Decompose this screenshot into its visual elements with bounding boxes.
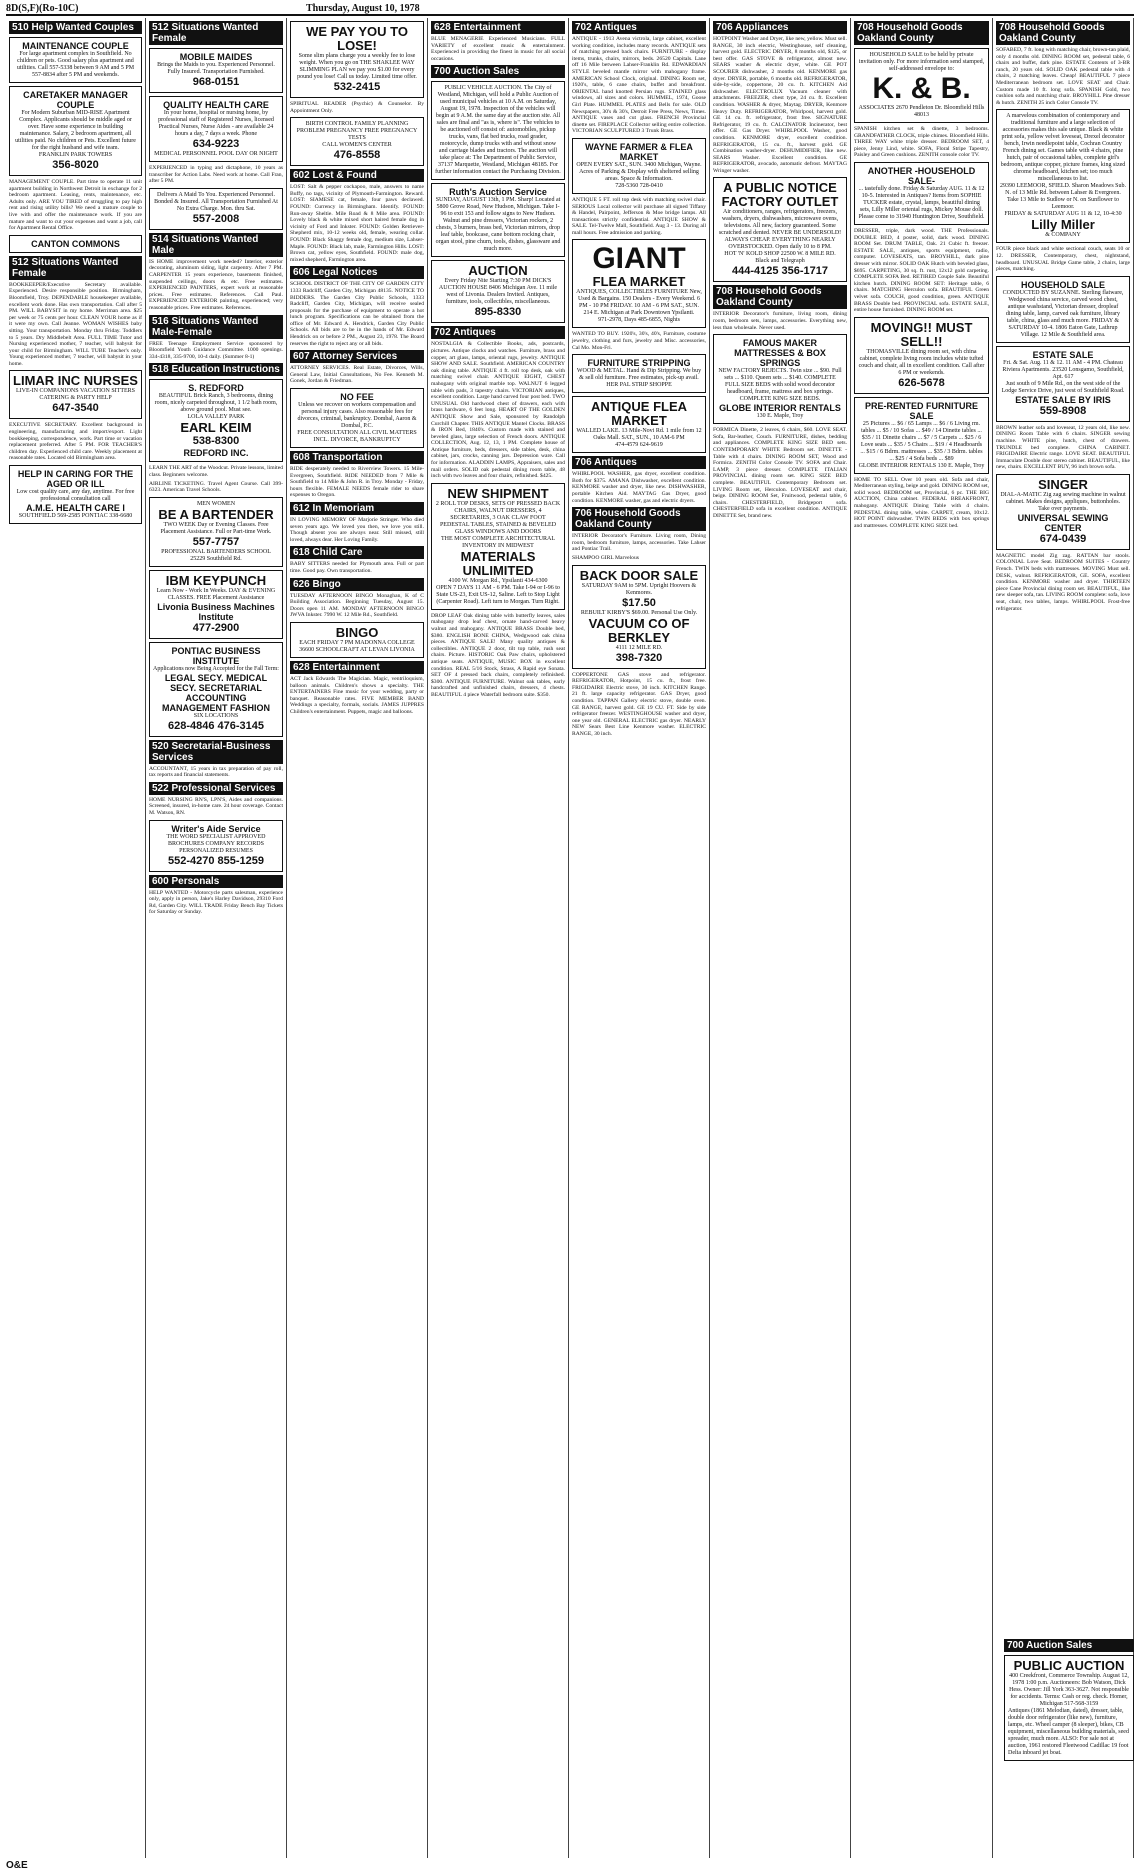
ad-phone: 674-0439: [1039, 532, 1087, 545]
ad-estate-sale-iris: [996, 346, 1130, 422]
ad-maid-delivery: [149, 188, 283, 230]
ad-address: 130 E. Maple, Troy: [756, 413, 804, 420]
ad-phone: SOUTHFIELD 569-2585 PONTIAC 338-6680: [18, 513, 133, 520]
ad-company: GLOBE INTERIOR RENTALS: [719, 403, 841, 414]
ad-title: ANOTHER -HOUSEHOLD SALE-: [867, 165, 976, 186]
ad-weight-loss: [290, 21, 424, 98]
ad-title: PRE-RENTED FURNITURE SALE: [864, 400, 978, 421]
listing-text: SPIRITUAL READER (Psychic) & Counselor. By Appointment Only.: [290, 101, 424, 114]
ad-body: Applications now Being Accepted for the Fall Term:: [153, 665, 279, 672]
ad-title: MOVING!! MUST SELL!!: [870, 319, 973, 349]
ad-title: PONTIAC BUSINESS INSTITUTE: [171, 645, 261, 666]
ad-title: WAYNE FARMER & FLEA MARKET: [585, 141, 693, 162]
ad-pre-rented-furniture: [854, 397, 989, 474]
ad-body: CONDUCTED BY SUZANNE. Sterling flatware, Wedgwood china service, carved wood chest, antique washstand, Victorian dresser, dropleaf dining table, lamp, carved oak furniture, library table, china, glass and much more. FRIDAY & SATURDAY 10-4. 1806 Eaton Gate, Lathrup Village. 12 Mile & Southfield area.: [1002, 289, 1124, 338]
section-header: 512 Situations Wanted Female: [9, 256, 142, 280]
ad-title: LIMAR INC NURSES: [13, 373, 138, 389]
ad-phone: 557-2008: [192, 212, 240, 225]
ad-company: UNIVERSAL SEWING CENTER: [1017, 512, 1109, 533]
section-header: 522 Professional Services: [149, 782, 283, 795]
public-auction-block: [1004, 1636, 1134, 1764]
folio-section: 8D(S,F)(Ro-10C): [6, 3, 79, 14]
ad-phone: 559-8908: [1039, 404, 1087, 417]
ad-giant-flea-market: [572, 239, 706, 328]
listing-text: EXECUTIVE SECRETARY. Excellent background in engineering, manufacturing and import/export. Light bookkeeping, correspondence, work. Part time or vacation replacement preferred. After 5 PM. FOR TEACHER'S children day. Experienced child care. Weekly placement at reasonable rates. Located old Birmingham area.: [9, 422, 142, 462]
ad-phone: 538-8300: [192, 435, 240, 448]
ad-body: Fri. & Sat. Aug. 11 & 12. 11 AM - 4 PM. Chateau Riviera Apartments. 23520 Lonsgamo, Southfield, Apt. 617: [1002, 359, 1124, 380]
ad-item-list: Antiques (1861 Melodian, dated), dresser, table, double door refrigerator (like new), furniture, lamps, etc. Wheel camper (8 sleeper), bikes, CB equipment, miscellaneous building materials, seed spreader, much more. ALSO: For sale not at auction, 1961 restored Fleetwood Cadillac 19 foot Delta inboard jet boat.: [1008, 1708, 1129, 1756]
listing-text: BROWN leather sofa and loveseat, 12 years old, like new. DINING Room Table with 6 chairs. SINGER sewing machine. WHITE pine, hutch, chest of drawers. TRUNDLE bed complete. CHINA CABINET. FRIGIDAIRE Electric range. LOVE SEAT. BEAUTIFUL Immaculate Double door stereo cabinet. BEAUTIFUL, like new, chairs. EXCELLENT BUY, 96 inch brown sofa.: [996, 424, 1130, 471]
section-header: 516 Situations Wanted Male-Female: [149, 315, 283, 339]
ad-phone: 477-2900: [192, 621, 240, 634]
ad-title: BINGO: [335, 624, 379, 640]
ad-address: 4100 W. Morgan Rd., Ypsilanti 434-6300: [448, 577, 548, 584]
ad-body: HOUSEHOLD SALE to be held by private invitation only. For more information send stamped, self-addressed envelope to:: [858, 52, 985, 72]
column-3: [287, 18, 428, 1858]
listing-text: IN LOVING MEMORY OF Marjorie Stringer. Who died seven years ago. We loved you then, we love you still. Though absent you are always near. Still missed, still loved, always dear. Her Loving Family.: [290, 517, 424, 543]
ad-body: THOMASVILLE dining room set, with china cabinet, complete living room includes white tufted couch and chair, all in excellent condition. Call after 6 PM or weekends.: [858, 348, 985, 376]
ad-title: AUCTION: [468, 263, 528, 279]
ad-title: Ruth's Auction Service: [449, 187, 547, 198]
ad-body: NEW FACTORY REJECTS. Twin size ... $90. Full sets ... $110. Queen sets ... $140. COMPLETE FULL SIZE BEDS with solid wood decorator headboard, frame, mattress and box springs. COMPLETE KING SIZE BEDS.: [718, 368, 842, 403]
ad-title: Writer's Aide Service: [171, 823, 261, 834]
section-header: 626 Bingo: [290, 578, 424, 591]
ad-subtitle: FLEA MARKET: [592, 274, 686, 290]
listing-text: HOME NURSING RN'S, LPN'S, Aides and companions. Screened, insured, in-home care. 24 hour coverage. Contact M. Watson, RN.: [149, 796, 283, 817]
section-header: 520 Secretarial-Business Services: [149, 740, 283, 764]
ad-body: EACH FRIDAY 7 PM MADONNA COLLEGE 36600 SCHOOLCRAFT AT LEVAN LIVONIA: [299, 639, 415, 653]
section-header: 600 Personals: [149, 875, 283, 888]
listing-text: HOTPOINT Washer and Dryer, like new, yellow. Must sell. RANGE, 30 inch electric, Westinghouse, self cleaning, harvest gold. ELECTRIC DRYER, 8 months old, $125, or best offer. GAS STOVE & refrigerator, almost new. SEARS washer & electric dryer, white. GE POT SCOURER dishwasher, 2 months old. KENMORE gas dryer. DRYER, portable, 6 months old. REFRIGERATOR, side-by-side, coppertone, 20 cu. ft. KITCHEN Aid dishwasher. ELECTROLUX Vacuum cleaner with attachments. FREEZER, chest type, 24 cu. ft. Excellent condition. WASHER & dryer, Maytag. DRYER, Kenmore Heavy Duty. REFRIGERATOR, Whirlpool, harvest gold. GE 14 cu. ft. refrigerator, frost free. SIGNATURE Refrigerator, 19 cu. ft. CALCINATOR Incinerator, best offer. GE Gas Dryer. WHIRLPOOL Washer, good condition. KENMORE dryer, excellent condition. REFRIGERATOR, 15 cu. ft., harvest gold. GE Combination washer-dryer. DEHUMIDIFIER, like new. SEARS Washer. Excellent condition. GE REFRIGERATOR, avocado, automatic defrost. MAYTAG Wringer washer.: [713, 36, 847, 174]
listing-text: MAGNETIC model Zig zag. RATTAN bar stools. COLONIAL Love Seat. BEDROOM SUITES - Country French. TWIN beds with mattresses. MOVING Must sell. DESK, walnut. REFRIGERATOR, GE. SOFA, excellent condition. KENMORE washer and dryer. THIRTEEN piece Cane Provincial dining room set. BEAUTIFUL, like new sleeper sofa, tan. LIVING ROOM complete: sofa, love seat, chair, two tables, lamps. WHIRLPOOL Frost-free refrigerator.: [996, 552, 1130, 612]
ad-public-auction: [1004, 1655, 1134, 1761]
ad-moving-sale: [854, 317, 989, 394]
ad-title: MAINTENANCE COUPLE: [22, 41, 129, 51]
section-header: 612 In Memoriam: [290, 502, 424, 515]
listing-text: INTERIOR Decorator's Furniture. Living room, Dining room, bedroom furniture, lamps, accessories. Take Lahser and Pontiac Trail.: [572, 533, 706, 553]
ad-phone: 626-5678: [898, 376, 945, 389]
section-header: 702 Antiques: [572, 21, 706, 34]
ad-title: MOBILE MAIDES: [179, 52, 253, 62]
section-header: 628 Entertainment: [431, 21, 565, 34]
ad-canton-commons: [9, 235, 142, 253]
ad-caretaker-couple: [9, 86, 142, 176]
ad-phone: 728-5360 728-0410: [615, 182, 663, 189]
ad-address: ASSOCIATES 2670 Pendleton Dr. Bloomfield Hills 48013: [858, 105, 985, 118]
ad-subtitle: REDFORD INC.: [183, 448, 249, 459]
ad-vacuum-back-door-sale: [572, 565, 706, 669]
ad-body: Brings the Maids to you. Experienced Personnel. Fully Insured. Transportation Furnished.: [157, 62, 275, 75]
column-5: [569, 18, 710, 1858]
section-header: 706 Appliances: [713, 21, 847, 34]
listing-text: EXPERIENCED in typing and dictaphone, 10 years as transcriber for Action Labs. Need work at home. Call Fran, after 5 PM.: [149, 165, 283, 185]
section-header: 708 Household Goods Oakland County: [713, 285, 847, 309]
column-4: [428, 18, 569, 1858]
section-header: 702 Antiques: [431, 326, 565, 339]
ad-title: CANTON COMMONS: [31, 238, 120, 249]
ad-title: SINGER: [1038, 476, 1088, 492]
ad-household-sale-suzanne: [996, 276, 1130, 343]
ad-price-list: 25 Pictures ... $6 / 65 Lamps ... $6 / 6 Living rm. tables ... $5 / 10 Sofas ... $49 / 14 Dinette tables ... $35 / 11 Dinette chairs ... $7 / 5 Carpets ... $25 / 6 Love seats ... $35 / 5 Chairs ... $19 / 4 Headboards ... $15 / 6 Bdrm. mattresses ... $35 / 3 Bdrm. tables ... $25 / 4 Sofa beds ... $89: [860, 420, 983, 462]
ad-body: PUBLIC VEHICLE AUCTION. The City of Westland, Michigan, will hold a Public Auction of used municipal vehicles at 10 A.M. on Saturday, August 19, 1978. Inspection of the vehicles will begin at 9 A.M. the same day at the auction site. All sales are final and "as is, where is". The vehicles to be auctioned off consist of: automobiles, pickup trucks, vans, flat bed trucks, road grader, motorcycle, dump trucks with and without snow and carriage blades and tractors. The auction will take place at: The Department of Public Service, 37137 Marquette, Westland, Michigan 48185. For further information contact the Purchasing Division.: [435, 85, 561, 176]
listing-text: COPPERTONE GAS stove and refrigerator. REFRIGERATOR, Hotpoint, 15 cu. ft., frost free. FRIGIDAIRE Electric stove, 30 inch. KITCHEN Range. 21 ft. large capacity refrigerator. GAS Dryer, good condition. TAPPAN Gallery electric stove, double oven. GE RANGE, harvest gold. GE 19 CU. FT. Side by side refrigerator freezer. WESTINGHOUSE washer and dryer, one year old. GENERAL ELECTRIC gas dryer. NEARLY NEW Sears Best Line Kenmore washer. ELECTRIC RANGE, 30 inch.: [572, 671, 706, 737]
ad-phone: 444-4125 356-1717: [731, 265, 829, 278]
page-footer: O&E: [6, 1860, 28, 1871]
ad-body: SUNDAY, AUGUST 13th, 1 PM. Sharp! Located at 5800 Grove Road, New Hudson, Michigan. Take I-96 to exit 153 and follow signs to New Hudson. Walnut and pine dressers, Victorian rockers, 2 chests, 3 burners, brass bed, Victorian mirrors, drop leaf table, bookcase, cane bottom rocking chair, organ stool, pine churn, tools, dishes, glassware and much more.: [435, 197, 561, 253]
listing-text: BLUE MENAGERIE Experienced Musicians. FULL VARIETY of excellent music & entertainment. Experienced in providing the finest in music for all social occasions.: [431, 36, 565, 62]
listing-text: FREE Teenage Employment Service sponsored by Bloomfield Youth Guidance Committee. 1000 openings. 334-4318, 335-9700, 10-4 daily. (Summer 8-1): [149, 340, 283, 360]
ad-company: A.M.E. HEALTH CARE I: [26, 503, 125, 514]
section-header: 628 Entertainment: [290, 661, 424, 674]
ad-redford-ranch: [149, 379, 283, 462]
ad-phone: 634-9223: [192, 138, 240, 150]
listing-text: NOSTALGIA & Collectible Books, ads, postcards, pictures. Antique clocks and watches. Furniture, brass and copper, art glass, lamps, oriental rugs, jewelry. ANTIQUE SHOW AND SALE. Southfield. AMERICAN COUNTRY oak dining table. ANTIQUE 4 ft. roll top desk, oak with matching swivel chair. ANTIQUE EIGHT, CHEST mahogany with original marble top. WALNUT 6 legged table with pads, 3 tapestry chairs. VICTORIAN antiques, excellent condition. Large hand carved four post bed. TWO UNUSUAL Old hardwood chest of drawers, each with brass hardware, 6 feet long. HEART OF THE GOLDEN ANTIQUE Show and Sale, sponsored by Randolph Curchill Chapter. THIS ANTIQUE Mantel Clocks. BRASS & IRON Bed, 1840's. Custom made with stained and beveled glass, large selection of French doors. ANTIQUE COLLECTION, Aug. 12, 13, 1 PM. Complete house of Antique furniture, beds, dressers, side tables, desk, china cabinet, jars, crocks, canning jars. Depression ware. Call for information. ALADDIN LAMPS, Appraisers, sales and mail orders. SOLID oak pedestal dining room table, 48 inch with two leaves and four chairs, refinished. $425.: [431, 341, 565, 480]
folio-date: Thursday, August 10, 1978: [306, 3, 420, 14]
section-header: 608 Transportation: [290, 451, 424, 464]
ad-materials-unlimited: [431, 483, 565, 610]
listing-text: DROP LEAF Oak dining table with butterfly leaves, sales mahogany drop leaf chest, ornate hand-carved heavy walnut and mahogany. ANTIQUE BRASS Double bed, $380. ENGLISH BONE CHINA, Wedgwood oak china pieces. ANTIQUE SALE! Many quality antiques & collectibles. ANTIQUE 2 door, tilt top table, rush seat chairs. Picture. HISTORIC Oak Paw chairs, upholstered antique seats. ANTIQUE, MUSIC BOX in excellent condition. REAL 5/16 Stock, Strass, A Rapid eye Sonata. SET OF 4 pressed back chairs, completely refinished. $300. ANTIQUE FURNITURE. Walnut oak tables, early handcrafted and unfinished chairs, dressers, 4 chests. BEAUTIFUL 4 piece Waterfall bedroom suite. $350.: [431, 612, 565, 698]
ad-title: GIANT: [592, 242, 686, 276]
ad-furniture-stripping: [572, 354, 706, 393]
ad-title: A PUBLIC NOTICE FACTORY OUTLET: [721, 180, 839, 210]
ad-phone: 532-2415: [333, 81, 381, 93]
ad-date: FRIDAY & SATURDAY AUG 11 & 12, 10-4:30: [1004, 211, 1122, 218]
ad-title: Lilly Miller: [1031, 217, 1095, 233]
ad-another-household-sale: [854, 162, 989, 225]
ad-body: WALLED LAKE. 13 Mile-Novi Rd. 1 mile from 12 Oaks Mall. SAT., SUN., 10 AM-6 PM: [576, 428, 702, 442]
listing-text: SOFABED, 7 ft. long with matching chair, brown-tan plaid, only 4 months old. DINING ROOM set, pedestal table, 6 chairs and buffet, dark pine. ESTATE Contents of 3-BR ranch, 20 years old. SOLID OAK pedestal table with 4 chairs, 2 matching leaves. Cheap! BEAUTIFUL 7 piece Mediterranean bedroom set. LOVE SEAT and Chair. Custom made 10 ft. long sofa. SPANISH Gold, two cushion sofa and matching chair. BROYHILL Pine dresser & hutch. ZENITH 25 inch Color Console TV.: [996, 47, 1130, 106]
ad-title: QUALITY HEALTH CARE: [163, 100, 269, 110]
section-header: 606 Legal Notices: [290, 266, 424, 279]
ad-body: OPEN EVERY SAT., SUN. 3400 Michigan, Wayne. Acres of Parking & Display with sheltered selling areas. Space & Information.: [576, 161, 702, 182]
ad-body: ... tastefully done. Friday & Saturday AUG. 11 & 12 10-5. Interested in Antiques? Items from SOPHIE TUCKER estate, crystal, lamps, beautiful dining sets, Lilly Miller oriental rugs, Mickey Mouse doll. Please come to 31940 Huntington Drive, Southfield.: [858, 185, 985, 220]
listing-text: MANAGEMENT COUPLE. Part time to operate 11 unit apartment building in Northwest Detroit in exchange for 2 bedroom apartment. Leasing, rents, maintenance, etc. Adults only. ARE YOU TIRED of struggling to pay high rent and rising utility bills? We need a mature couple to live with and offer the maintenance work. If you are mature and want to cut your expenses and want a job, call for Apartment Rental Office.: [9, 179, 142, 232]
ad-body: Some slim plans charge you a weekly fee to lose weight. When you go on THE SHAKLEE WAY SLIMMING PLAN we pay you $1.00 for every pound you lose! Call us today. Limited time offer.: [297, 53, 417, 80]
ad-title: IBM KEYPUNCH: [165, 572, 267, 588]
ad-no-fee: [290, 388, 424, 448]
ad-title: BACK DOOR SALE: [579, 567, 699, 583]
listing-text: LOST: Salt & pepper cockapoo, male, answers to name Buffy, no tags, vicinity of Plymouth-Farmington. Reward. LOST: SIAMESE cat, female, four paws declawed. FOUND: Currency in Birmingham. Identify. FOUND: Run-away Sheltie. Mile Road & 8 Mile area. FOUND: Lovely black & white mixed short haired female dog in vicinity of Ford and Inkster. FOUND: Golden Retriever-Shepherd mix, 10-12 weeks old, female, wearing collar. FOUND: Black Shaggy female dog, medium size, Lahser-Maple. FOUND: Black lab, male, Farmington Hills. LOST: Brown cat, yellow eyes, Southfield. FOUND: male dog, mixed shepherd, Farmington area.: [290, 184, 424, 263]
ad-address: HOT 'N' KOLD SHOP 22500 W. 8 MILE RD. Black and Telegraph: [724, 251, 836, 265]
section-header: 514 Situations Wanted Male: [149, 233, 283, 257]
ad-body: Air conditioners, ranges, refrigerators, freezers, washers, dryers, dishwashers, microwave ovens, televisions. All new, factory guaranteed. Some scratched and dented. NEVER BE UNDERSOLD! ALWAYS CHEAP. EVERYTHING NEARLY OVERSTOCKED. Open daily 10 to 8 PM.: [718, 209, 842, 251]
ad-address: 29390 LEEMOOR, SFIELD. Sharon Meadows Sub. N. of 13 Mile Rd. between Lahser & Evergreen. Take 13 Mile to Sudlow or N. on Sunflower to Leemoor.: [1000, 183, 1126, 211]
listing-text: SHAMPOO GIRL Marvelous: [572, 555, 639, 561]
ad-address: 4111 12 MILE RD.: [615, 644, 663, 651]
section-header: 510 Help Wanted Couples: [9, 21, 142, 34]
ad-phone: 398-7320: [615, 651, 663, 664]
ad-body: WOOD & METAL. Hand & Dip Stripping. We buy & sell old furniture. Free estimates, pick-up avail.: [576, 368, 702, 382]
ad-lilly-miller: [996, 109, 1130, 243]
section-header: 618 Child Care: [290, 546, 424, 559]
ad-body: BEAUTIFUL Brick Ranch, 3 bedrooms, dining room, nicely carpeted throughout, 1 1/2 bath room, above ground pool. Must see.: [154, 393, 278, 414]
section-header: 708 Household Goods Oakland County: [996, 21, 1130, 45]
listing-text: HOME TO SELL Over 10 years old. Sofa and chair, Mediterranean styling, beige and gold. DINING ROOM set, solid wood. BEDROOM set, Provincial, 6 pc. THE BIG AUCTION, China cabinet. FEDERAL BREAKFRONT, mahogany. ANTIQUE Dining Table with 4 chairs. PEDESTAL dining table, white. CARPET, cream, 10x12. HOT POINT dishwasher. TWIN BEDS with box springs and mattresses. COMPLETE KING SIZE bed.: [854, 476, 989, 529]
ad-singer-sewing: [996, 474, 1130, 550]
listing-text: ANTIQUE - 1913 Avena victrola, large cabinet, excellent working condition, includes many records. ANTIQUE sets of matching pressed back chairs. FURNITURE - display items, trunks, chairs, mirrors, beds. 26520 Capitals. Lane off 16 Mile between Lahser-Franklin Rd. EDWARDIAN STYLE beveled mantle mirror with mahogany frame. AMERICAN School Clock, original. DINING Room set, 1920's, table, 6 cane chairs, buffet and breakfront. ORIENTAL hand knotted Persian rugs. STAINED glass windows, all sizes and colors. HUMMEL, 1974, Goose Girl Plate. HUMMEL PLATES and Bells for sale. OLD Newspapers, 30's & 30's, Detroit Free Press, News, Times. ANTIQUE vases and cut glass. FRENCH Provincial dinette set. FIREPLACE Collector selling entire collection. VICTORIAN SCULPTURED 3 Trunk Brass.: [572, 36, 706, 135]
ad-antique-flea-market: [572, 396, 706, 453]
ad-title: NEW SHIPMENT: [447, 485, 549, 501]
ad-body: For large apartment complex in Southfield. No children or pets. Good salary plus apartment and utilities. Call 557-5338 between 9 AM and 5 PM 557-8834 after 5 PM and weekends.: [16, 51, 135, 78]
ad-body: Learn Now - Work In Weeks. DAY & EVENING CLASSES. FREE Placement Assistance: [156, 587, 276, 601]
ad-title: PUBLIC AUCTION: [1013, 1658, 1125, 1673]
ad-mobile-maides: [149, 48, 283, 93]
listing-text: SCHOOL DISTRICT OF THE CITY OF GARDEN CITY 1333 Radcliff, Garden City, Michigan 48135. NOTICE TO BIDDERS. The Garden City Public Schools, 1333 Radcliff, Garden City, Michigan, will receive sealed proposals for the purchase of equipment to operate a hot lunch program. Specifications can be obtained from the office of Mr. Edward A. Hendrick, Garden City Public Schools. All bids are to be in the hands of Mr. Edward Hendrick on or before 2 PM., August 23, 1978. The Board reserves the right to reject any or all bids.: [290, 281, 424, 347]
ad-body: DIAL-A-MATIC Zig zag sewing machine in walnut cabinet. Makes designs, appliques, buttonholes. Take over payments.: [1000, 491, 1126, 512]
ad-body: 400 Creekfront, Commerce Township. August 12, 1978 1:00 p.m. Auctioneers: Bob Watson, Dick Hess. Owner: Jill York 363-3627. Not responsible for accidents. Terms: Cash or reg. check. Homer, Michigan 517-568-3159: [1009, 1673, 1129, 1707]
section-header: 706 Antiques: [572, 456, 706, 469]
column-7: [851, 18, 993, 1858]
ad-phone: 971-2978, Days 485-6855, Nights: [598, 317, 680, 324]
listing-text: IS HOME improvement work needed? Interior, exterior decorating, aluminum siding, light carpentry. After 7 PM. CARPENTER 15 years experience, basements finished, suspended ceilings, doors & etc. Free estimates. EXPERIENCED PAINTERS, expert work at reasonable prices. Free estimates. References. Call Paul. EXPERIENCED EXTERIOR painting, experienced; very reasonable prices. Free estimates. References.: [149, 258, 283, 311]
listing-text: AIRLINE TICKETING. Travel Agent Course. Call 399-6323. American Travel Schools.: [149, 480, 283, 494]
listing-text: INTERIOR Decorator's furniture, living room, dining room, bedroom sets, lamps, accessories. Everything new, less than wholesale. Never used.: [713, 311, 847, 331]
ad-bartender-school: [149, 497, 283, 567]
listing-text: LEARN THE ART of the Woodcut. Private lessons, limited class. Beginners welcome.: [149, 465, 283, 478]
ad-body: Delivers A Maid To You. Experienced Personnel. Bonded & Insured. All Transportation Furnished At No Extra Charge. Mon. thru Sat.: [154, 191, 278, 212]
ad-company: MATERIALS UNLIMITED: [460, 548, 536, 578]
listing-text: FOUR piece black and white sectional couch, seats 10 or 12. DRESSER, Contemporary, chest, nightstand, headboard. UNUSUAL Bridge Game table, 2 chairs, large pieces, matching.: [996, 246, 1130, 273]
ad-body: A marvelous combination of contemporary and traditional furniture and a large selection of accessories makes this sale unique. Black & white print sofa, yellow velvet loveseat, Drexel decorator bench, Irwin needlepoint table, Cochran Country French dining set. Games table with 4 chairs, pine hutch, pair of occasional tables, complete girl's bedroom, antique copper, picture frames, king sized chrome headboard, kitchen set; too much miscellaneous to list.: [1000, 113, 1126, 183]
ad-title: HOUSEHOLD SALE: [1020, 279, 1105, 290]
section-header: 708 Household Goods Oakland County: [854, 21, 989, 45]
ad-body: TWO WEEK Day or Evening Classes. Free Placement Assistance. Full or Part-time Work.: [160, 521, 272, 535]
ad-title: BIRTH CONTROL FAMILY PLANNING PROBLEM PREGNANCY FREE PREGNANCY TESTS: [296, 121, 418, 142]
listing-text: HELP WANTED - Motorcycle parts salesman, experience only, apply in person, Jake's Harley Davidson, 29310 Ford Rd, Garden City. WILL TRADE Friday Bench Bay Tickets for Saturday or Sunday.: [149, 889, 283, 916]
ad-title: K. & B.: [872, 72, 971, 105]
ad-phone: 895-8330: [474, 306, 522, 319]
classified-page: [6, 18, 1134, 1858]
section-header: 706 Household Goods Oakland County: [572, 507, 706, 531]
listing-text: ATTORNEY SERVICES. Real Estate, Divorces, Wills, General Law, Initial Consultations, No Fee. Kenneth M. Gonek, Jordan & Friedman.: [290, 365, 424, 385]
ad-body: ANTIQUES, COLLECTIBLES FURNITURE New, Used & Bargains. 150 Dealers - Every Weekend. 6 PM - 10 PM FRIDAY. 10 AM - 6 PM SAT., SUN. 214 E. Michigan at Park Downtown Ypsilanti.: [576, 289, 702, 317]
section-header: 700 Auction Sales: [431, 65, 565, 78]
ad-ruths-auction: [431, 183, 565, 257]
ad-factory-outlet: [713, 177, 847, 282]
ad-subtitle: MEDICAL PERSONNEL POOL DAY OR NIGHT: [154, 151, 278, 157]
column-1: [6, 18, 146, 1858]
ad-title: NO FEE: [340, 392, 374, 403]
ad-locations: SIX LOCATIONS: [193, 712, 239, 719]
ad-phone: 356-8020: [52, 159, 99, 171]
ad-maintenance-couple: [9, 37, 142, 83]
page-folio: [6, 2, 1134, 16]
ad-title: WE PAY YOU TO LOSE!: [306, 24, 408, 53]
section-header: 607 Attorney Services: [290, 350, 424, 363]
ad-writers-aide: [149, 820, 283, 872]
ad-list: LEGAL SECY. MEDICAL SECY. SECRETARIAL ACCOUNTING MANAGEMENT FASHION: [162, 672, 270, 713]
ad-pontiac-business: [149, 642, 283, 737]
ad-header: MEN WOMEN: [196, 500, 236, 507]
ad-title: FAMOUS MAKER MATTRESSES & BOX SPRINGS: [734, 338, 826, 369]
ad-company: Livonia Business Machines Institute: [157, 601, 275, 622]
ad-dicks-auction: [431, 260, 565, 323]
ad-title: BE A BARTENDER: [158, 506, 274, 522]
ad-vehicle-auction: [431, 81, 565, 180]
ad-title: ESTATE SALE: [1032, 349, 1094, 360]
ad-kb-associates: [854, 48, 989, 123]
section-header: 518 Education Instructions: [149, 363, 283, 376]
ad-phone: 476-8558: [333, 149, 381, 162]
listing-text: ACCOUNTANT, 15 years in tax preparation of pay roll, tax reports and financial statements.: [149, 765, 283, 779]
ad-company: HER PAL STRIP SHOPPE: [606, 382, 672, 389]
listing-text: WHIRLPOOL WASHER, gas dryer, excellent condition. Both for $375. AMANA Dishwasher, excellent condition. KENMORE washer and dryer, like new. DISHWASHER, portable Kitchen Aid. MAYTAG Gas Dryer, good condition. KENMORE washer, gas and electric dryers.: [572, 471, 706, 504]
ad-location: LOLA VALLEY PARK: [187, 414, 245, 421]
listing-text: RIDE desperately needed to Riverview Towers. 15 Mile-Evergreen, Southfield. RIDE NEEDED from 7 Mile & Southfield to 14 Mile & John R. in Troy. Monday - Friday, hours flexible. FEMALE NEEDS female rider to share expenses to Oregon.: [290, 466, 424, 499]
ad-health-care: [9, 465, 142, 524]
ad-company: VACUUM CO OF BERKLEY: [588, 615, 690, 645]
ad-womens-center: [290, 117, 424, 166]
ad-subtitle: REBUILT KIRBY'S $69.00. Personal Use Only.: [580, 609, 698, 616]
section-header: 512 Situations Wanted Female: [149, 21, 283, 45]
ad-tagline: THE MOST COMPLETE ARCHITECTURAL INVENTORY IN MIDWEST: [440, 535, 556, 549]
listing-text: TUESDAY AFTERNOON BINGO Monaghan, K of C Building Association. Beginning Tuesday, August 15. Doors open 11 AM. MONDAY AFTERNOON BINGO JWVA Inkster. 7990 W. 12 Mile Rd., Southfield.: [290, 592, 424, 619]
ad-subtitle: FREE CONSULTATION ALL CIVIL MATTERS INCL. DIVORCE, BANKRUPTCY: [297, 430, 417, 444]
ad-body: Every Friday Nite Starting 7:30 PM DICK'S AUCTION HOUSE 8406 Michigan Ave. 11 mile west of Livonia. Dealers Invited. Antiques, furniture, tools, collectibles, miscellaneous.: [438, 278, 558, 306]
ad-company: ESTATE SALE BY IRIS: [1015, 394, 1111, 405]
ad-title: CARETAKER MANAGER COUPLE: [23, 90, 128, 110]
ad-body: LIVE-IN COMPANIONS VACATION SITTERS CATERING & PARTY HELP: [15, 388, 136, 402]
ad-famous-mattresses: [713, 334, 847, 424]
column-6: [710, 18, 851, 1858]
ad-title: S. REDFORD: [188, 383, 244, 394]
ad-title: ANTIQUE FLEA MARKET: [590, 399, 688, 429]
ad-hours: OPEN 7 DAYS 11 AM - 6 PM. Take I-94 or I-96 to State US-23, Exit US-12, Saline. Left to Stop Light (Carpenter Road). Left turn to Morgan. Turn Right.: [436, 584, 560, 605]
ad-price: $17.50: [622, 596, 656, 609]
ad-quality-health-care: [149, 96, 283, 162]
ad-phone: 474-4579 624-9619: [615, 442, 663, 449]
ad-body: Low cost quality care, any day, anytime. For free professional consultation call: [16, 489, 135, 503]
ad-body: CALL WOMEN'S CENTER: [322, 142, 392, 149]
listing-text: SPANISH kitchen set & dinette, 3 bedrooms. GRANDFATHER CLOCK, triple chimes. Bloomfield Hills. THREE WAY white triple dresser. BEDROOM SET, 4 piece, Jenny Lind, white. SOFA, Floral Stripe Tapestry, Paisley and Green cushions. ZENITH console color TV.: [854, 126, 989, 159]
ad-phone: 557-7757: [192, 535, 240, 548]
listing-text: ANTIQUE 5 FT. roll top desk with matching swivel chair. SERIOUS Local collector will purchase all signed Tiffany & Handel, Pairpoint, Jefferson & Moe bridge lamps. All transactions strictly confidential. ANTIQUE SHOW & SALE. Tel-Twelve Mall, Southfield. Aug 3 - 13. During all mall hours. Free admission and parking.: [572, 196, 706, 236]
listing-text: ACT Jack Edwards The Magician. Magic, ventriloquism, balloon animals. Children's shows a specialty. THE ENTERTAINERS Fine music for your wedding, party or banquet. Reasonable rates. FIVE MEMBER BAND Weddings a specialty, formals, socials. JAMES JUPPRES Children's entertainment. Puppets, magic and balloons.: [290, 675, 424, 715]
ad-title: HELP IN CARING FOR THE AGED OR ILL: [17, 469, 134, 490]
section-header: 602 Lost & Found: [290, 169, 424, 182]
ad-phone: 628-4846 476-3145: [167, 719, 265, 732]
ad-phone: 968-0151: [192, 76, 240, 88]
ad-bingo: [290, 622, 424, 658]
ad-body: 2 ROLL TOP DESKS, SETS OF PRESSED BACK CHAIRS, WALNUT DRESSERS, 4 SECRETARIES, 3 OAK CLAW FOOT PEDESTAL TABLES, STAINED & BEVELED GLASS WINDOWS AND DOORS: [435, 500, 561, 535]
listing-text: DRESSER, triple, dark wood. THE Professionals. DOUBLE BED, 4 poster, solid, dark wood. DINING ROOM Set. DRUM TABLE, Oak. 21 Cubic ft. freezer. ESTATE SALE, antiques, sports equipment, radio, computer. LOVESEATS, tan. BROYHILL, dark pine dresser with mirror. SOLID OAK Hutch with beveled glass, $695. CARPETING, 30 sq. ft. rust, 12x12 gold carpeting. COMPLETE SOFA Bed. RETIRED Couple Sale. Beautiful kitchen hutch. DINING ROOM SET: Heritage table, 6 chairs. MATCHING Herculon sofa. BEAUTIFUL Green velvet sofa. COUCH, good condition, green. ANTIQUE BRASS Double bed. PROVINCIAL sofa. ESTATE SALE, entire house furnished. DINING ROOM set.: [854, 227, 989, 314]
ad-title: FURNITURE STRIPPING: [587, 358, 691, 369]
ad-body: For Modern Suburban MID-RISE Apartment Complex. Applicants should be middle aged or over. Have some experience in building maintenance. Salary, 2 bedroom apartment, all utilities paid. No children or Pets. Excellent future for the right husband and wife team.: [15, 110, 136, 151]
ad-company: PROFESSIONAL BARTENDERS SCHOOL 25229 Southfield Rd.: [161, 548, 271, 562]
ad-phone: 552-4270 855-1259: [167, 854, 265, 867]
ad-directions: Just south of 9 Mile Rd., on the west side of the Lodge Service Drive, just west of Southfield Road.: [1001, 380, 1125, 394]
listing-text: BOOKKEEPER/Executive Secretary available. Experienced. Desire responsible position. Birmingham, Bloomfield, Troy. DEPENDABLE housekeeper available, excellent work done. Has own transportation. Call after 5 PM. WILL BABYSIT in my home. Merriman area. $25 per week or 75 cents per hour. CLEAN YOUR home as if it were my own. Call Jeanne. WOMAN WISHES baby sitting. Your transportation. Monday thru Friday. Toddlers to 5 years. Dry Middlebelt Area. FULL TIME Tutor and Nursing experienced mother, 7 teacher, will babysit for your child for Birmingham. WILL TUBE Teacher's only. Young experienced mother, 7 teacher, will babysit in your home.: [9, 281, 142, 367]
listing-text: FORMICA Dinette, 2 leaves, 6 chairs, $60. LOVE SEAT. Sofa, Bar-leather, Couch. FURNITURE, dishes, bedding and appliances. COMPLETE KING SIZE BED sets. CONTEMPORARY WHITE Bedroom set. DINETTE - Table with 4 chairs. DINING ROOM SET, Wood and Formica. ZENITH Color Console TV. SOFA and Chair. LAMP, 3 piece dresser. COMPLETE ITALIAN PROVINCIAL dining room set. KING SIZE BED complete. BEAUTIFUL Contemporary Bedroom set. LIVING Room set, Herculon. LOVESEAT and chair, beige. DINING ROOM Set, Fruitwood, pedestal table, 6 chairs. CHESTERFIELD, Bridgeport sofa. CHESTERFIELD sofa in excellent condition. ANTIQUE DINETTE Set, brand new.: [713, 427, 847, 519]
ad-phone: 647-3540: [52, 402, 99, 415]
ad-subtitle: & COMPANY: [1045, 232, 1081, 239]
ad-body: THE WORD SPECIALIST APPROVED BROCHURES COMPANY RECORDS PERSONALIZED RESUMES: [166, 833, 266, 854]
ad-body: Unless we recover on workers compensation and personal injury cases. Also reasonable fees for divorces, criminal, bankruptcy. Dombal, Aaron & Dombal, P.C.: [297, 402, 417, 430]
listing-text: BABY SITTERS needed for Plymouth area. Full or part time. Good pay. Own transportation.: [290, 561, 424, 574]
ad-ibm-keypunch: [149, 570, 283, 639]
ad-company: FRANKLIN PARK TOWERS: [38, 152, 113, 158]
ad-limar-nurses: [9, 370, 142, 419]
section-header: 700 Auction Sales: [1004, 1639, 1134, 1652]
listing-text: WANTED TO BUY. 1920's, 30's, 40's, Furniture, costume jewelry, clothing and furs, jewelry and Misc. accessories, Cal Mo. Mon-Fri.: [572, 331, 706, 351]
ad-body: In your home, hospital or nursing home, by professional staff of Registered Nurses, licensed Practical Nurses, Nurse Aides - are available 24 hours a day, 7 days a week. Phone: [158, 110, 274, 137]
column-8: [993, 18, 1134, 1858]
ad-company: GLOBE INTERIOR RENTALS 130 E. Maple, Troy: [858, 462, 985, 469]
ad-body: SATURDAY 9AM to 5PM. Upright Hoovers & Kenmores.: [581, 582, 697, 596]
column-2: [146, 18, 287, 1858]
ad-wayne-flea-market: [572, 138, 706, 194]
ad-company: EARL KEIM: [180, 420, 252, 436]
